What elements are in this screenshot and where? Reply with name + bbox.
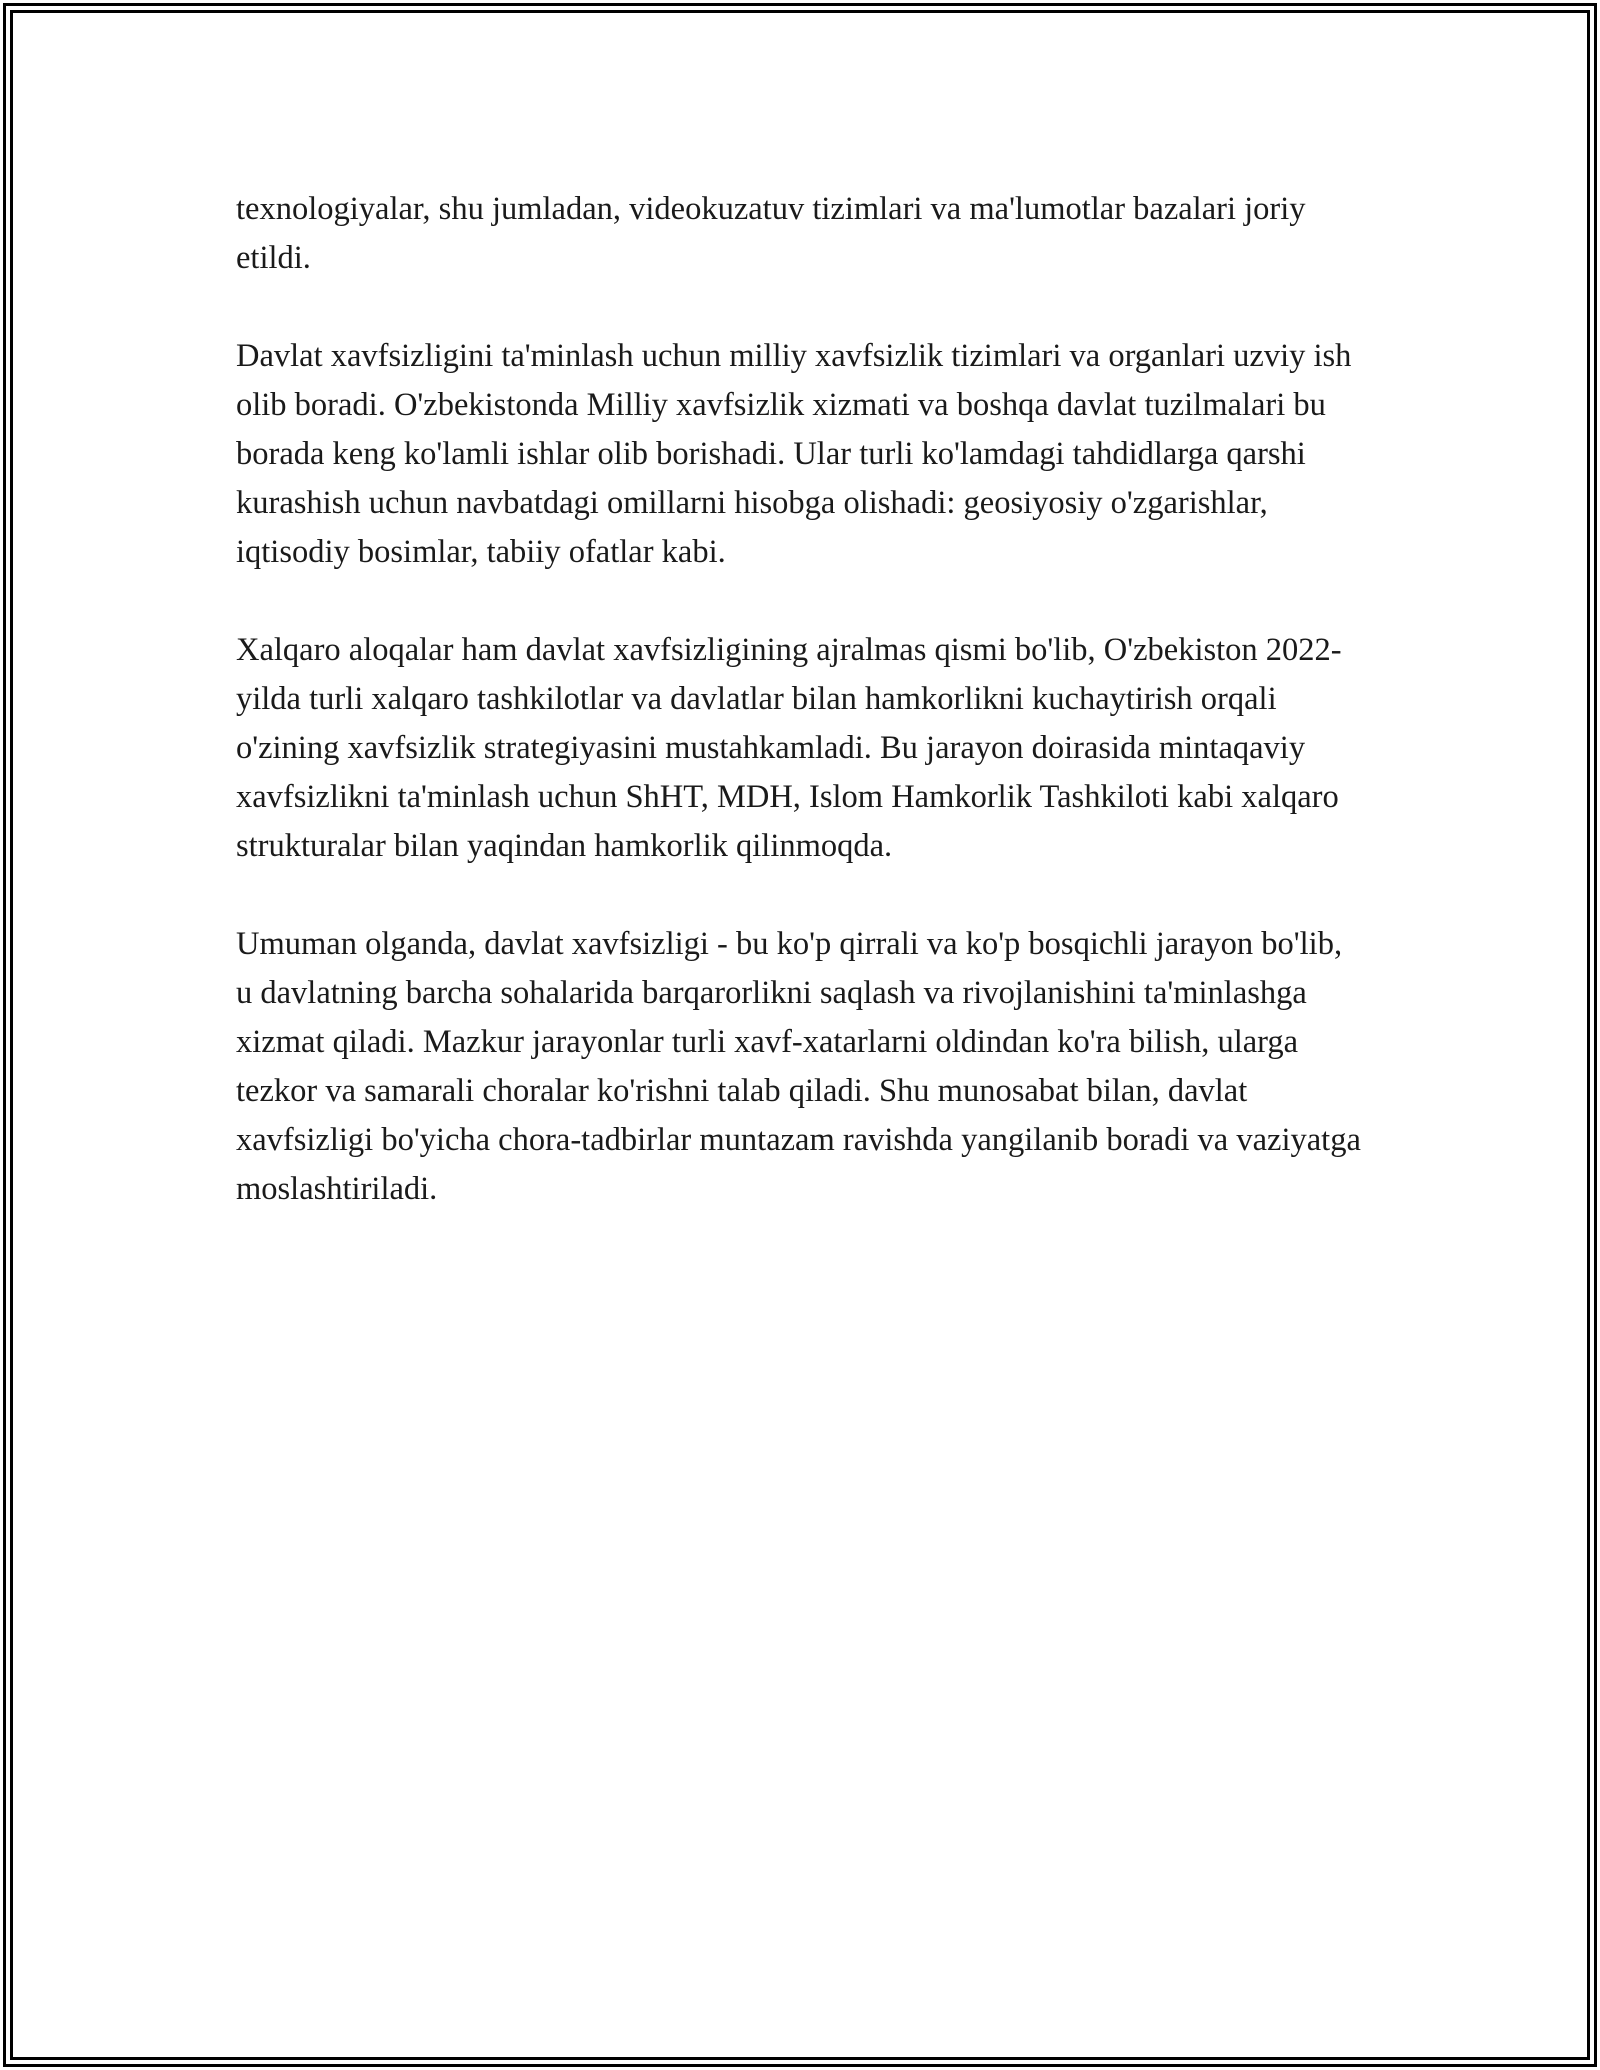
paragraph-3: Xalqaro aloqalar ham davlat xavfsizligining ajralmas qismi bo'lib, O'zbekiston 2022-yilda turli xalqaro tashkilotlar va davlatlar bilan hamkorlikni kuchaytirish orqali o'zining xavfsizlik strategiyasini mustahkamladi. Bu jarayon doirasida mintaqaviy xavfsizlikni ta'minlash uchun ShHT, MDH, Islom Hamkorlik Tashkiloti kabi xalqaro strukturalar bilan yaqindan hamkorlik qilinmoqda. — [236, 632, 1342, 864]
document-body — [236, 185, 1366, 1263]
paragraph-2: Davlat xavfsizligini ta'minlash uchun milliy xavfsizlik tizimlari va organlari uzviy ish olib boradi. O'zbekistonda Milliy xavfsizlik xizmati va boshqa davlat tuzilmalari bu borada keng ko'lamli ishlar olib borishadi. Ular turli ko'lamdagi tahdidlarga qarshi kurashish uchun navbatdagi omillarni hisobga olishadi: geosiyosiy o'zgarishlar, iqtisodiy bosimlar, tabiiy ofatlar kabi. — [236, 338, 1352, 570]
paragraph-4: Umuman olganda, davlat xavfsizligi - bu ko'p qirrali va ko'p bosqichli jarayon bo'lib, u davlatning barcha sohalarida barqarorlikni saqlash va rivojlanishini ta'minlashga xizmat qiladi. Mazkur jarayonlar turli xavf-xatarlarni oldindan ko'ra bilish, ularga tezkor va samarali choralar ko'rishni talab qiladi. Shu munosabat bilan, davlat xavfsizligi bo'yicha chora-tadbirlar muntazam ravishda yangilanib boradi va vaziyatga moslashtiriladi. — [236, 926, 1361, 1207]
paragraph-1: texnologiyalar, shu jumladan, videokuzatuv tizimlari va ma'lumotlar bazalari joriy etildi. — [236, 191, 1306, 276]
